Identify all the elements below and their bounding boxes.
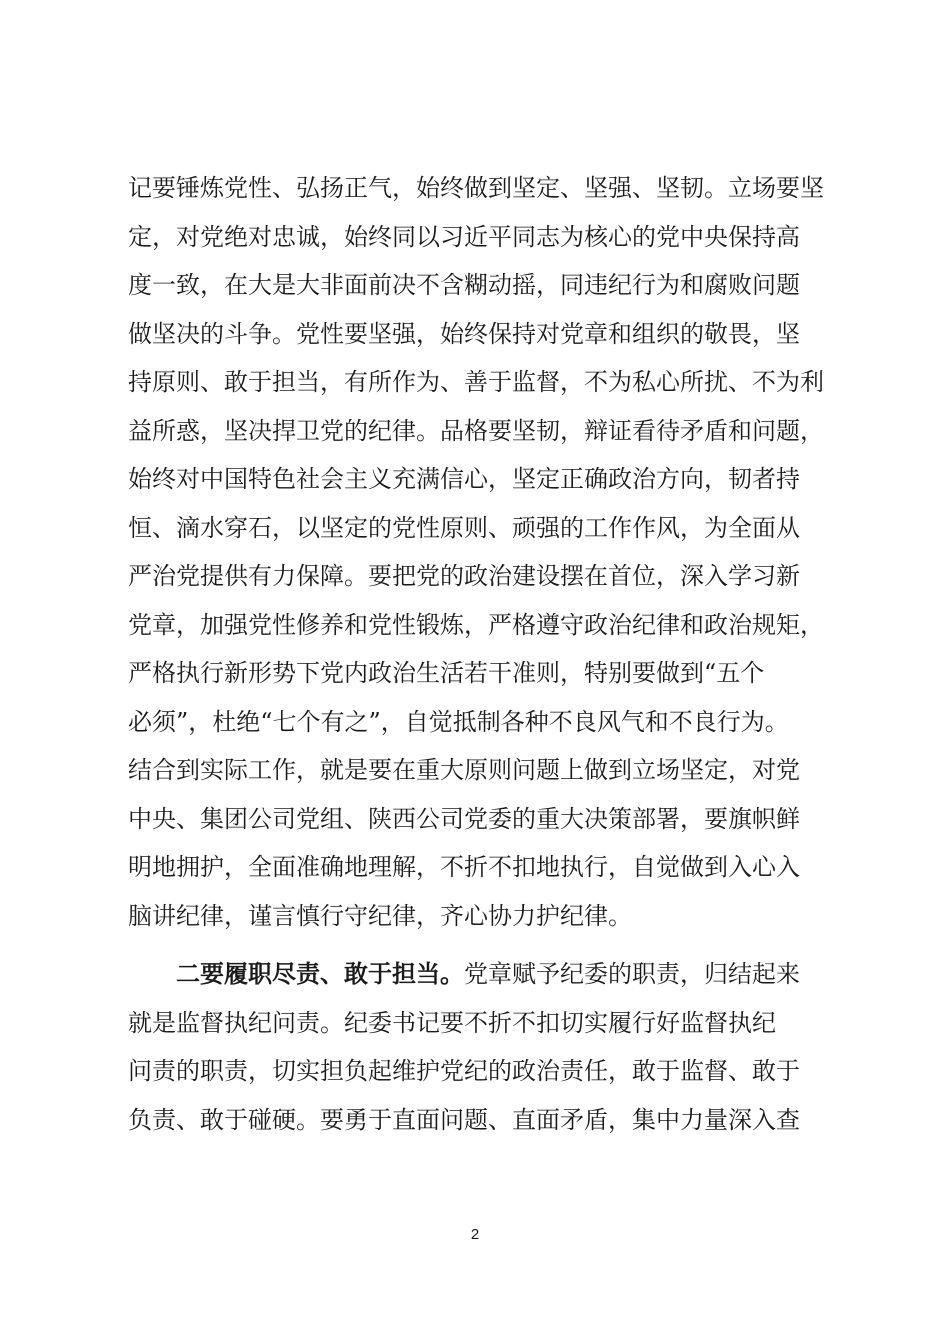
paragraph-line: 定，对党绝对忠诚，始终同以习近平同志为核心的党中央保持高 [128, 222, 800, 251]
paragraph-line: 必须”，杜绝“七个有之”，自觉抵制各种不良风气和不良行为。 [128, 707, 789, 736]
paragraph-line: 问责的职责，切实担负起维护党纪的政治责任，敢于监督、敢于 [128, 1057, 800, 1085]
paragraph-lead-text: 党章赋予纪委的职责，归结起来 [464, 960, 800, 988]
paragraph-line: 度一致，在大是大非面前决不含糊动摇，同违纪行为和腐败问题 [128, 271, 800, 299]
body-text [128, 164, 828, 1144]
paragraph-2 [128, 950, 828, 1144]
paragraph-line: 明地拥护，全面准确地理解，不折不扣地执行，自觉做到入心入 [128, 853, 800, 881]
paragraph-line: 记要锤炼党性、弘扬正气，始终做到坚定、坚强、坚韧。立场要坚 [128, 174, 824, 202]
paragraph-line: 严治党提供有力保障。要把党的政治建设摆在首位，深入学习新 [128, 562, 800, 590]
page-number: 2 [470, 1226, 480, 1243]
paragraph-line: 严格执行新形势下党内政治生活若干准则，特别要做到“五个 [128, 659, 765, 687]
paragraph-line: 持原则、敢于担当，有所作为、善于监督，不为私心所扰、不为利 [128, 368, 824, 396]
section-heading-inline: 二要履职尽责、敢于担当。 [176, 959, 464, 988]
paragraph-line: 中央、集团公司党组、陕西公司党委的重大决策部署，要旗帜鲜 [128, 804, 800, 833]
paragraph-line: 益所惑，坚决捍卫党的纪律。品格要坚韧，辩证看待矛盾和问题， [128, 416, 824, 445]
paragraph-lead-line [128, 950, 828, 999]
paragraph-line: 做坚决的斗争。党性要坚强，始终保持对党章和组织的敬畏，坚 [128, 319, 800, 348]
paragraph-1 [128, 164, 828, 940]
paragraph-line: 就是监督执纪问责。纪委书记要不折不扣切实履行好监督执纪 [128, 1008, 776, 1037]
paragraph-line: 脑讲纪律，谨言慎行守纪律，齐心协力护纪律。 [128, 901, 632, 930]
paragraph-line: 党章，加强党性修养和党性锻炼，严格遵守政治纪律和政治规矩， [128, 610, 824, 639]
paragraph-line: 负责、敢于碰硬。要勇于直面问题、直面矛盾，集中力量深入查 [128, 1105, 800, 1134]
paragraph-line: 结合到实际工作，就是要在重大原则问题上做到立场坚定，对党 [128, 756, 800, 784]
paragraph-line: 恒、滴水穿石，以坚定的党性原则、顽强的工作作风，为全面从 [128, 513, 800, 542]
paragraph-line: 始终对中国特色社会主义充满信心，坚定正确政治方向，韧者持 [128, 465, 800, 493]
